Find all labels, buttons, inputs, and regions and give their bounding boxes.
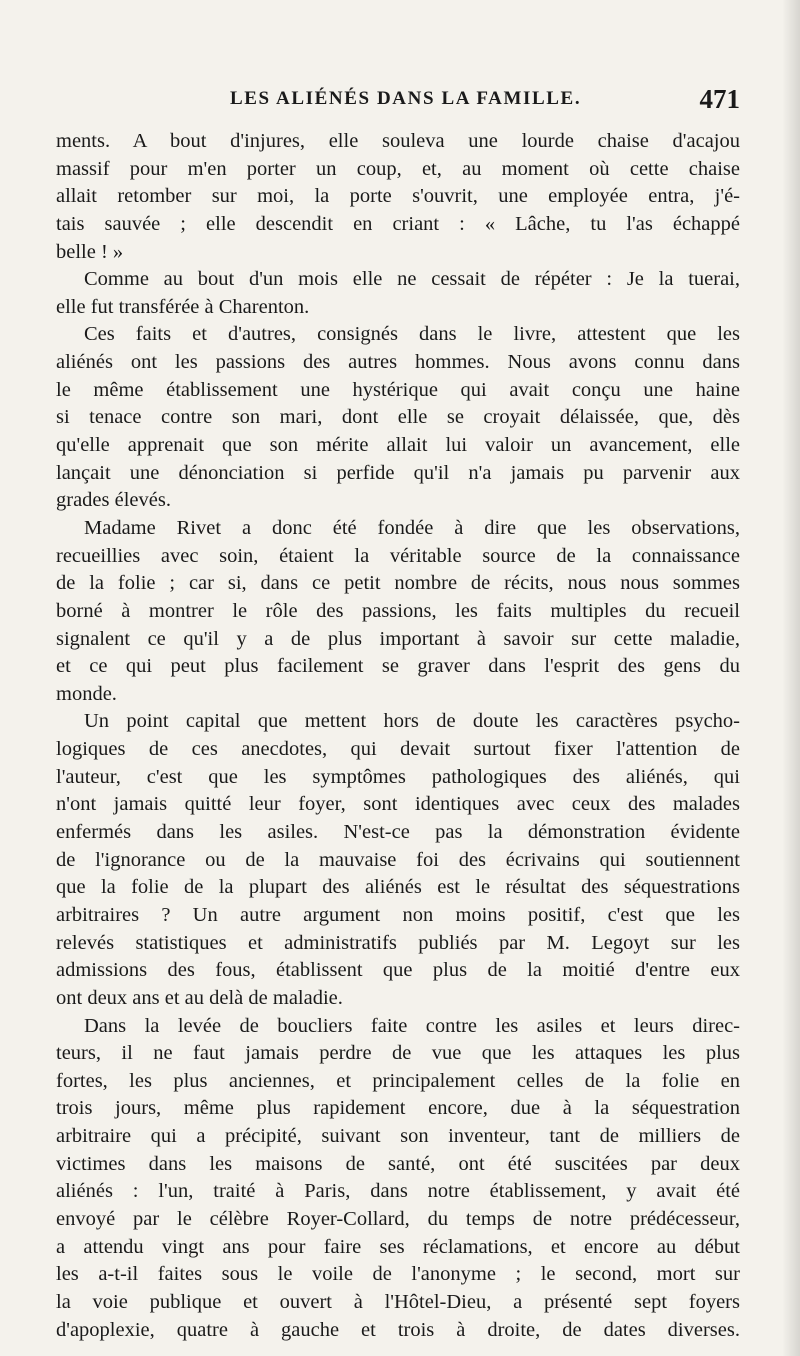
text-line: que la folie de la plupart des aliénés est le résultat des séquestrations xyxy=(56,876,740,899)
text-line: belle ! » xyxy=(56,240,124,263)
text-line: ments. A bout d'injures, elle souleva une lourde chaise d'acajou xyxy=(56,130,740,152)
page-edge-shadow xyxy=(782,0,800,1356)
text-line: fortes, les plus anciennes, et principalement celles de la folie en xyxy=(56,1069,740,1092)
text-line: recueillies avec soin, étaient la véritable source de la connaissance xyxy=(56,544,740,567)
text-line: teurs, il ne faut jamais perdre de vue que les attaques les plus xyxy=(56,1042,740,1065)
text-line: aliénés : l'un, traité à Paris, dans notre établissement, y avait été xyxy=(56,1180,740,1203)
page-header xyxy=(56,84,740,118)
text-line: de l'ignorance ou de la mauvaise foi des écrivains qui soutiennent xyxy=(56,848,740,871)
text-line: si tenace contre son mari, dont elle se croyait délaissée, que, dès xyxy=(56,406,740,429)
body-text xyxy=(56,128,740,1344)
text-line: la voie publique et ouvert à l'Hôtel-Dieu, a présenté sept foyers xyxy=(56,1290,740,1313)
text-line: a attendu vingt ans pour faire ses réclamations, et encore au début xyxy=(56,1235,740,1258)
text-line: tais sauvée ; elle descendit en criant : « Lâche, tu l'as échappé xyxy=(56,212,740,235)
text-line: de la folie ; car si, dans ce petit nombre de récits, nous nous sommes xyxy=(56,572,740,595)
text-line: relevés statistiques et administratifs publiés par M. Legoyt sur les xyxy=(56,931,740,954)
page-number: 471 xyxy=(699,84,740,114)
text-line: Un point capital que mettent hors de doute les caractères psycho- xyxy=(84,710,740,733)
text-line: victimes dans les maisons de santé, ont été suscitées par deux xyxy=(56,1152,740,1175)
text-line: et ce qui peut plus facilement se graver dans l'esprit des gens du xyxy=(56,655,740,678)
text-line: lançait une dénonciation si perfide qu'il n'a jamais pu parvenir aux xyxy=(56,461,740,484)
text-line: grades élevés. xyxy=(56,489,171,512)
text-line: le même établissement une hystérique qui avait conçu une haine xyxy=(56,378,740,401)
text-line: aliénés ont les passions des autres hommes. Nous avons connu dans xyxy=(56,351,740,374)
text-line: signalent ce qu'il y a de plus important à savoir sur cette maladie, xyxy=(56,627,740,650)
text-line: massif pour m'en porter un coup, et, au moment où cette chaise xyxy=(56,157,740,180)
text-line: Ces faits et d'autres, consignés dans le livre, attestent que les xyxy=(84,323,740,346)
text-line: Comme au bout d'un mois elle ne cessait de répéter : Je la tuerai, xyxy=(84,268,740,291)
text-line: enfermés dans les asiles. N'est-ce pas la démonstration évidente xyxy=(56,821,740,844)
running-title: LES ALIÉNÉS DANS LA FAMILLE. xyxy=(230,88,582,109)
text-line: elle fut transférée à Charenton. xyxy=(56,295,310,318)
text-line: l'auteur, c'est que les symptômes pathologiques des aliénés, qui xyxy=(56,765,740,788)
text-line: envoyé par le célèbre Royer-Collard, du temps de notre prédécesseur, xyxy=(56,1207,740,1230)
text-line: allait retomber sur moi, la porte s'ouvrit, une employée entra, j'é- xyxy=(56,185,740,208)
text-line: Madame Rivet a donc été fondée à dire que les observations, xyxy=(84,516,740,539)
text-line: logiques de ces anecdotes, qui devait surtout fixer l'attention de xyxy=(56,738,740,761)
text-line: trois jours, même plus rapidement encore, due à la séquestration xyxy=(56,1097,740,1120)
text-line: d'apoplexie, quatre à gauche et trois à droite, de dates diverses. xyxy=(56,1318,740,1341)
text-line: admissions des fous, établissent que plus de la moitié d'entre eux xyxy=(56,959,740,982)
text-line: monde. xyxy=(56,682,117,705)
text-line: qu'elle apprenait que son mérite allait lui valoir un avancement, elle xyxy=(56,434,740,457)
text-line: Dans la levée de boucliers faite contre les asiles et leurs direc- xyxy=(84,1014,740,1037)
text-line: arbitraires ? Un autre argument non moins positif, c'est que les xyxy=(56,903,740,926)
text-line: ont deux ans et au delà de maladie. xyxy=(56,986,343,1009)
text-line: n'ont jamais quitté leur foyer, sont identiques avec ceux des malades xyxy=(56,793,740,816)
text-line: arbitraire qui a précipité, suivant son inventeur, tant de milliers de xyxy=(56,1125,740,1148)
text-line: borné à montrer le rôle des passions, les faits multiples du recueil xyxy=(56,599,740,622)
text-line: les a-t-il faites sous le voile de l'anonyme ; le second, mort sur xyxy=(56,1263,740,1286)
